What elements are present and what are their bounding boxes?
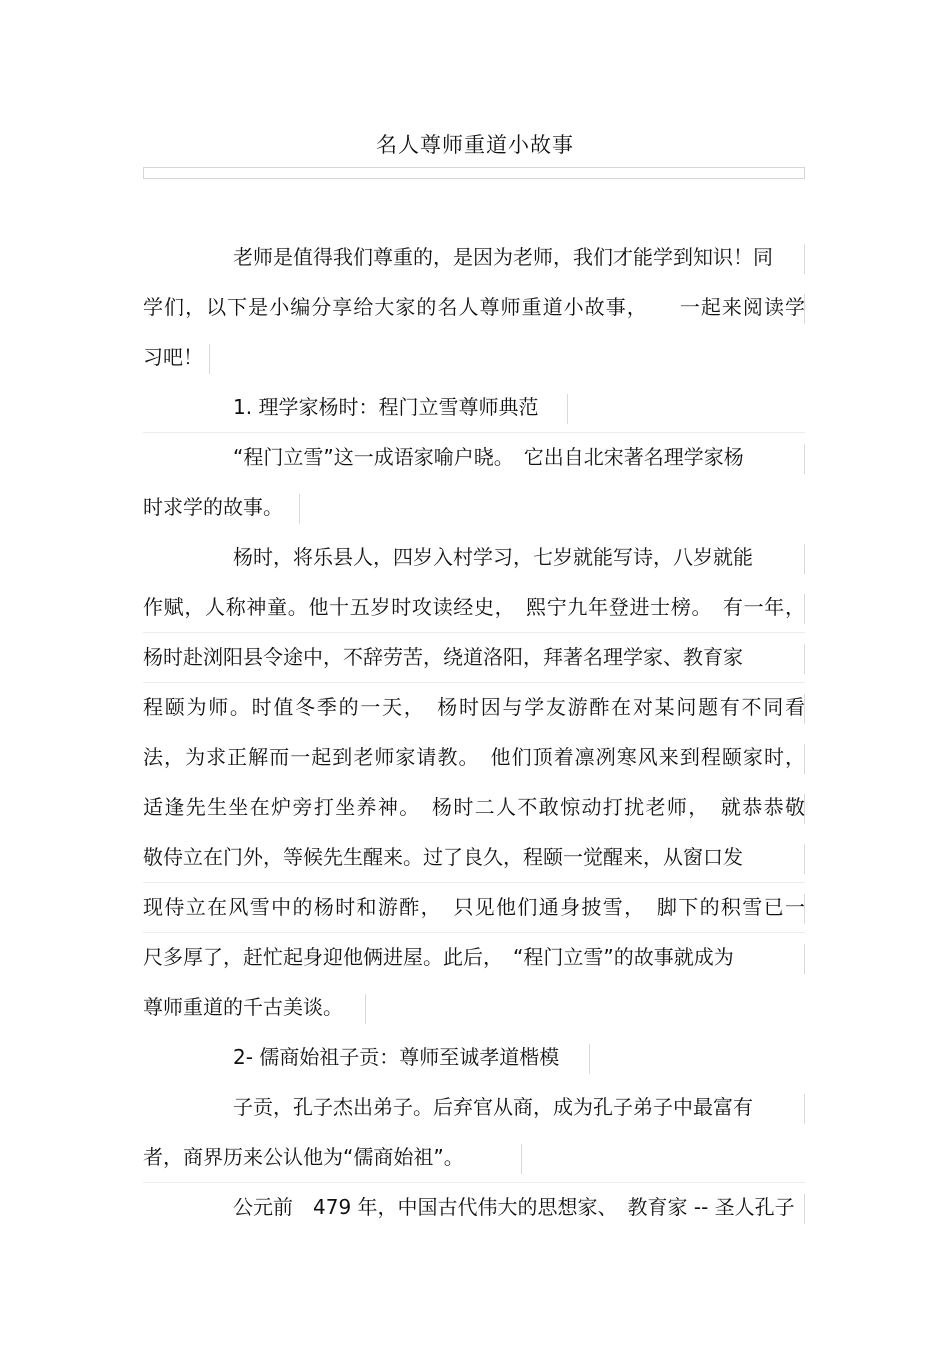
paragraph-line bbox=[143, 882, 805, 932]
paragraph-line bbox=[143, 332, 805, 382]
line-text: 子贡，孔子杰出弟子。后弃官从商，成为孔子弟子中最富有 bbox=[233, 1095, 753, 1119]
section-heading-text: 2- 儒商始祖子贡：尊师至诚孝道楷模 bbox=[233, 1045, 560, 1069]
paragraph-line bbox=[143, 582, 805, 632]
line-end-mark bbox=[567, 394, 568, 424]
line-text: 时求学的故事。 bbox=[143, 495, 283, 519]
paragraph-line bbox=[143, 982, 805, 1032]
paragraph-line bbox=[143, 282, 805, 332]
line-text: 尺多厚了，赶忙起身迎他俩进屋。此后， “程门立雪”的故事就成为 bbox=[143, 945, 734, 969]
paragraph-line bbox=[143, 1182, 805, 1232]
paragraph-line bbox=[143, 232, 805, 282]
paragraph-line bbox=[143, 732, 805, 782]
line-text: 现侍立在风雪中的杨时和游酢， 只见他们通身披雪， 脚下的积雪已一 bbox=[143, 895, 805, 919]
paragraph-line bbox=[143, 482, 805, 532]
line-text: 敬侍立在门外，等候先生醒来。过了良久，程颐一觉醒来，从窗口发 bbox=[143, 845, 743, 869]
line-end-mark bbox=[589, 1044, 590, 1074]
paragraph-line bbox=[143, 832, 805, 882]
line-text: 尊师重道的千古美谈。 bbox=[143, 995, 343, 1019]
section-heading-text: 1. 理学家杨时：程门立雪尊师典范 bbox=[233, 395, 539, 419]
line-text: 杨时，将乐县人，四岁入村学习，七岁就能写诗，八岁就能 bbox=[233, 545, 753, 569]
section-heading bbox=[143, 382, 805, 432]
paragraph-line bbox=[143, 632, 805, 682]
line-end-mark bbox=[521, 1144, 522, 1174]
line-text: 习吧！ bbox=[143, 345, 203, 369]
line-text: 老师是值得我们尊重的，是因为老师，我们才能学到知识！同 bbox=[233, 245, 773, 269]
line-text: 杨时赴浏阳县令途中，不辞劳苦，绕道洛阳，拜著名理学家、教育家 bbox=[143, 645, 743, 669]
line-text: 作赋，人称神童。他十五岁时攻读经史， 熙宁九年登进士榜。 有一年， bbox=[143, 595, 805, 619]
line-text: 适逢先生坐在炉旁打坐养神。 杨时二人不敢惊动打扰老师， 就恭恭敬 bbox=[143, 795, 805, 819]
paragraph-line bbox=[143, 532, 805, 582]
section-heading bbox=[143, 1032, 805, 1082]
line-text: 者，商界历来公认他为“儒商始祖”。 bbox=[143, 1145, 464, 1169]
line-end-mark bbox=[365, 994, 366, 1024]
line-text: “程门立雪”这一成语家喻户晓。 它出自北宋著名理学家杨 bbox=[233, 445, 744, 469]
document-title: 名人尊师重道小故事 bbox=[376, 133, 574, 157]
title-underline-box bbox=[143, 167, 805, 179]
paragraph-line bbox=[143, 1082, 805, 1132]
paragraph-line bbox=[143, 932, 805, 982]
line-text: 法，为求正解而一起到老师家请教。 他们顶着凛冽寒风来到程颐家时， bbox=[143, 745, 805, 769]
paragraph-line bbox=[143, 1132, 805, 1182]
document-body bbox=[143, 232, 805, 1232]
paragraph-line bbox=[143, 782, 805, 832]
line-text: 程颐为师。时值冬季的一天， 杨时因与学友游酢在对某问题有不同看 bbox=[143, 695, 805, 719]
line-text: 学们，以下是小编分享给大家的名人尊师重道小故事， 一起来阅读学 bbox=[143, 295, 805, 319]
paragraph-line bbox=[143, 682, 805, 732]
line-text: 公元前 479 年，中国古代伟大的思想家、 教育家 -- 圣人孔子 bbox=[233, 1195, 795, 1219]
paragraph-line bbox=[143, 432, 805, 482]
line-end-mark bbox=[299, 494, 300, 524]
line-end-mark bbox=[209, 344, 210, 374]
